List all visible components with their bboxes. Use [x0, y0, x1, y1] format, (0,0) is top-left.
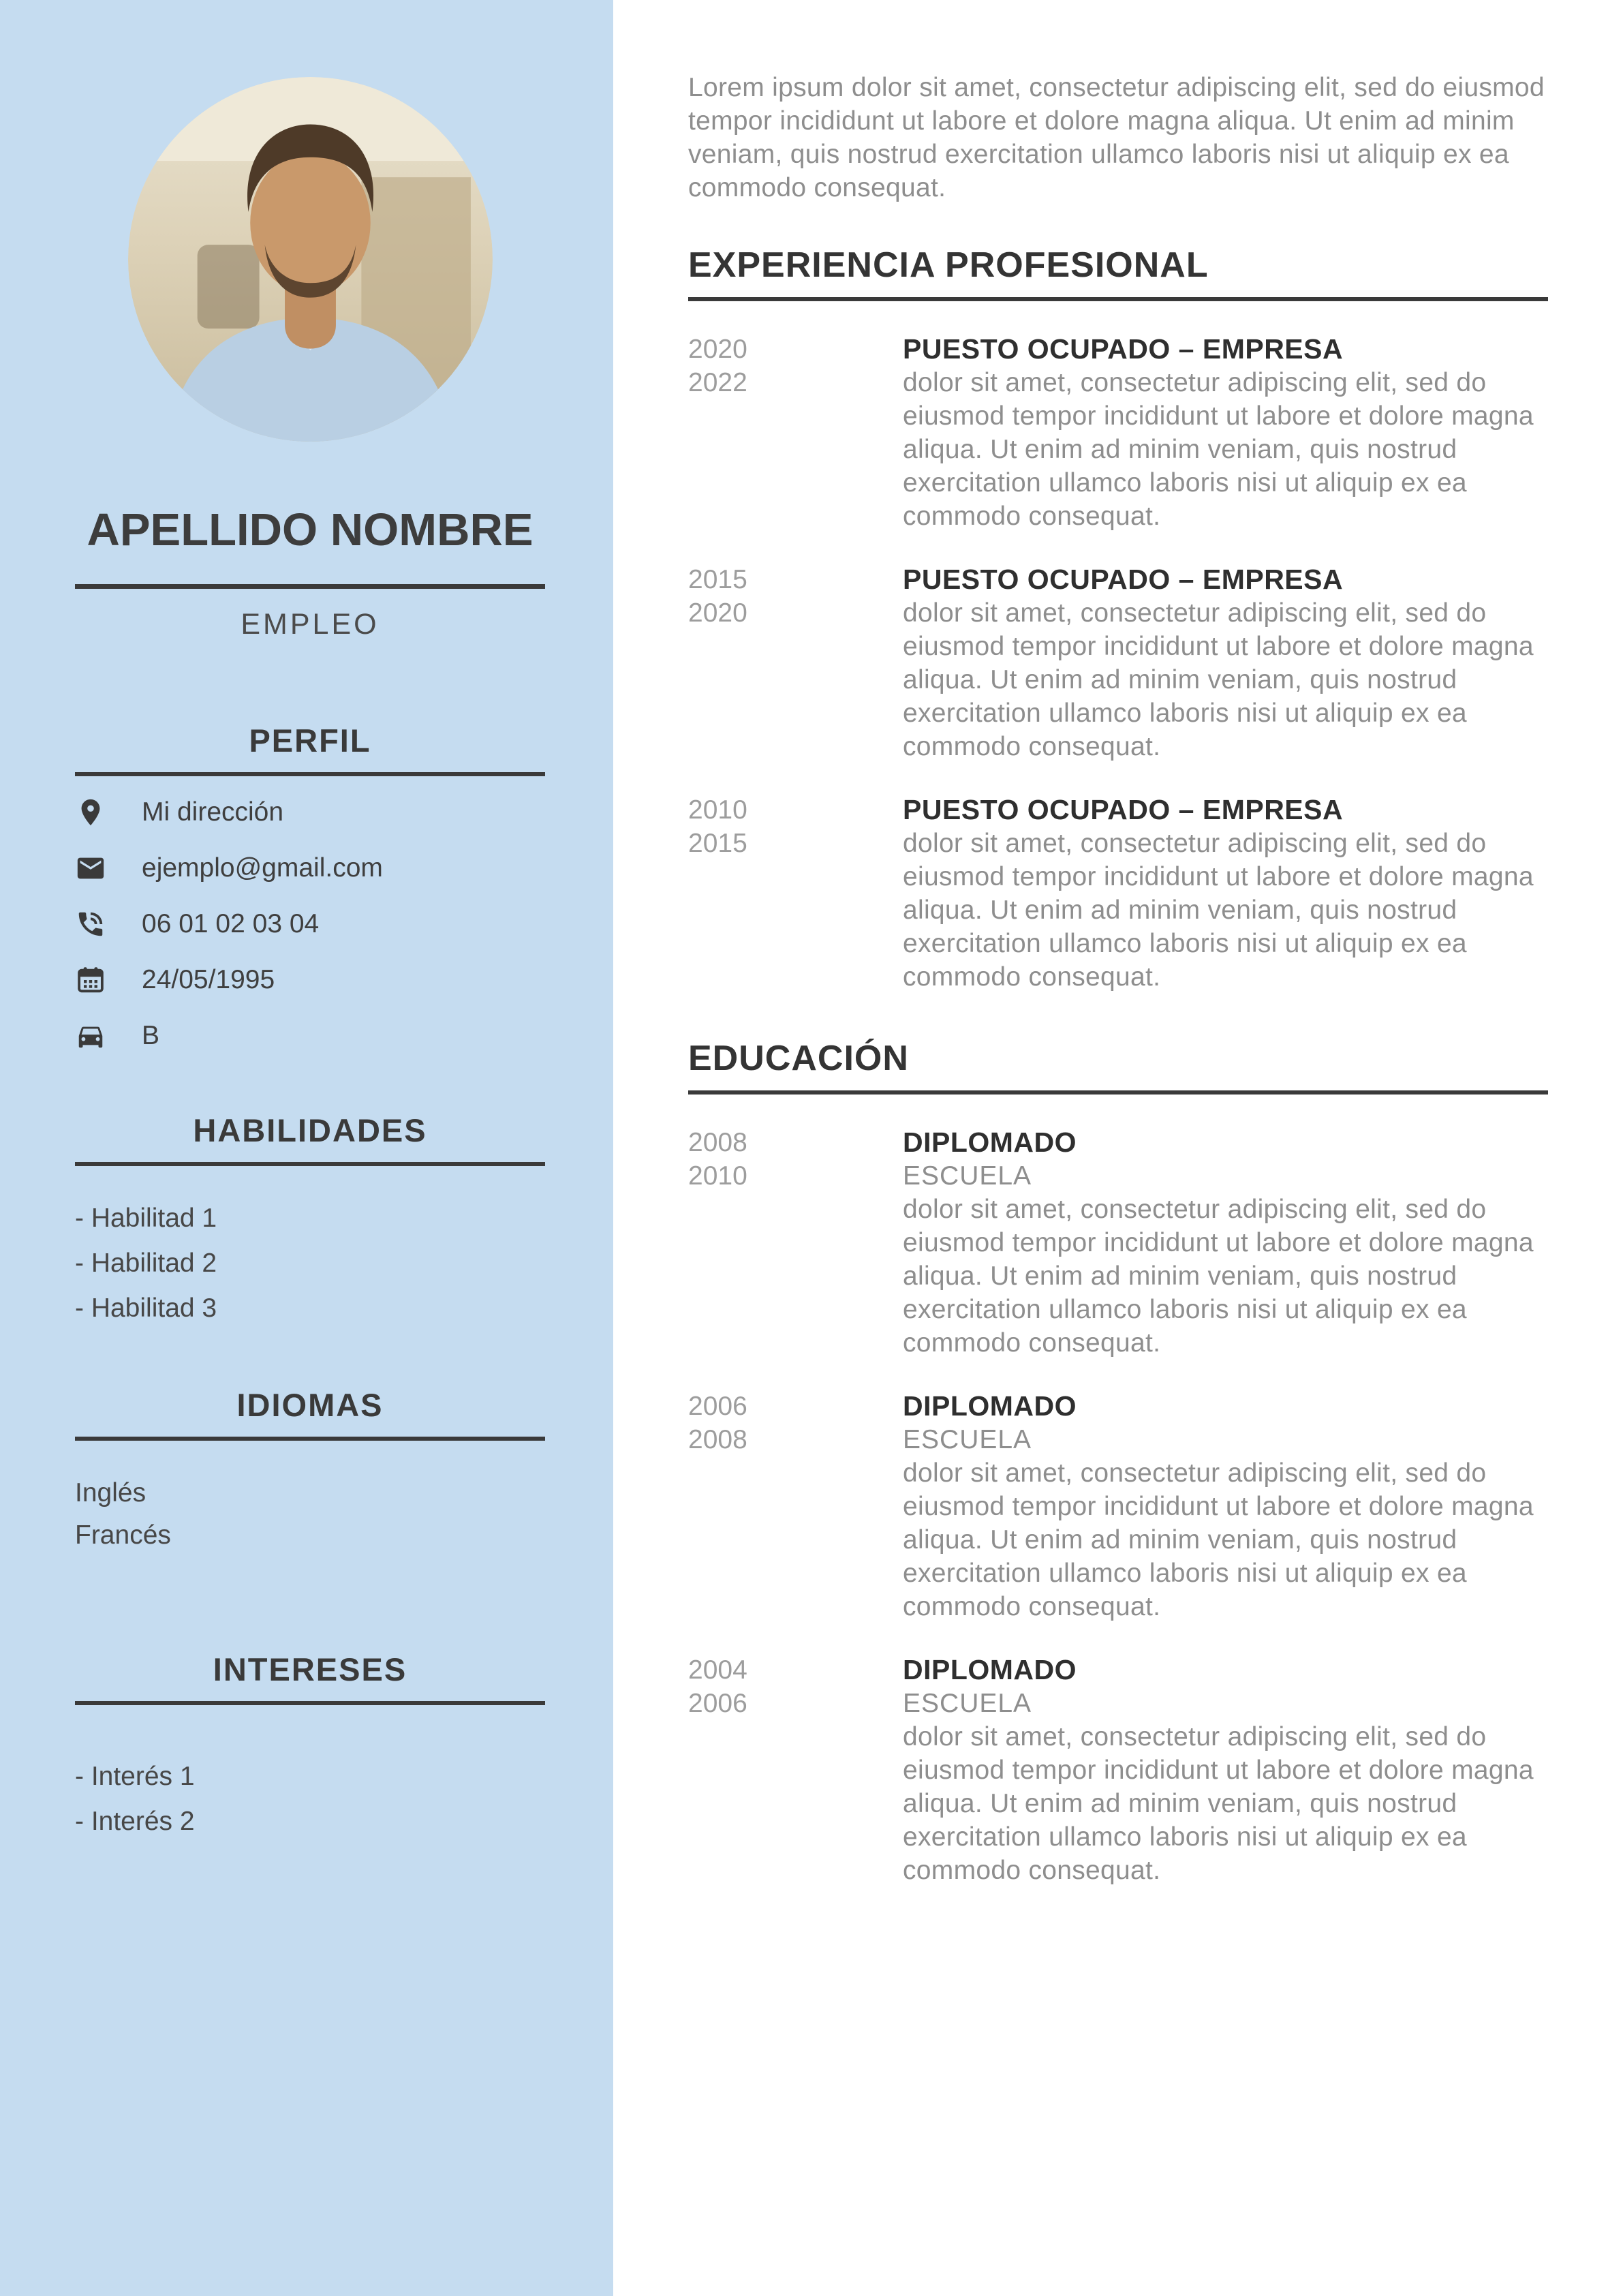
entry-body [903, 1653, 1560, 1887]
education-divider [688, 1090, 1548, 1095]
entry-year-end: 2010 [688, 1161, 747, 1191]
entry-body [903, 1390, 1560, 1623]
sidebar [0, 0, 613, 2296]
interests-heading: INTERESES [213, 1651, 407, 1687]
name-divider [75, 584, 545, 589]
entry-school: ESCUELA [903, 1425, 1032, 1454]
entry-year-end: 2006 [688, 1689, 747, 1718]
contact-item-phone [75, 908, 545, 940]
profile-photo [128, 77, 493, 442]
entry-year-start: 2015 [688, 565, 747, 594]
entry-title: DIPLOMADO [903, 1654, 1077, 1685]
car-icon [75, 1020, 106, 1052]
education-entry [688, 1390, 1560, 1623]
entry-body [903, 793, 1560, 994]
candidate-name: APELLIDO NOMBRE [87, 504, 534, 555]
education-section [688, 1126, 1560, 1887]
entry-description: dolor sit amet, consectetur adipiscing elit, sed do eiusmod tempor incididunt ut labore et dolore magna aliqua. Ut enim ad minim veniam, quis nostrud exercitation ullamco laboris nisi ut aliquip ex ea commodo consequat. [903, 598, 1534, 761]
skill-item: - Habilitad 2 [75, 1249, 217, 1278]
entry-year-start: 2008 [688, 1128, 747, 1157]
skill-item: - Habilitad 1 [75, 1204, 217, 1233]
calendar-icon [75, 964, 106, 996]
entry-year-end: 2008 [688, 1425, 747, 1454]
entry-years [688, 793, 903, 994]
entry-title: PUESTO OCUPADO – EMPRESA [903, 564, 1344, 595]
experience-heading: EXPERIENCIA PROFESIONAL [688, 245, 1209, 285]
interests-list [75, 1754, 545, 1844]
contact-item-driving-license [75, 1020, 545, 1052]
entry-body [903, 1126, 1560, 1360]
contact-birthdate-text: 24/05/1995 [142, 965, 275, 994]
entry-description: dolor sit amet, consectetur adipiscing elit, sed do eiusmod tempor incididunt ut labore et dolore magna aliqua. Ut enim ad minim veniam, quis nostrud exercitation ullamco laboris nisi ut aliquip ex ea commodo consequat. [903, 829, 1534, 992]
language-item: Francés [75, 1520, 171, 1550]
entry-year-start: 2010 [688, 795, 747, 825]
interest-item: - Interés 2 [75, 1807, 195, 1836]
entry-title: DIPLOMADO [903, 1390, 1077, 1422]
profile-divider [75, 772, 545, 776]
entry-year-end: 2015 [688, 829, 747, 858]
entry-year-end: 2022 [688, 368, 747, 397]
experience-entry [688, 793, 1560, 994]
entry-years [688, 1126, 903, 1360]
experience-divider [688, 297, 1548, 301]
profile-heading: PERFIL [249, 722, 371, 759]
entry-description: dolor sit amet, consectetur adipiscing elit, sed do eiusmod tempor incididunt ut labore et dolore magna aliqua. Ut enim ad minim veniam, quis nostrud exercitation ullamco laboris nisi ut aliquip ex ea commodo consequat. [903, 1195, 1534, 1358]
entry-body [903, 563, 1560, 763]
profile-photo-illustration [128, 77, 493, 442]
location-pin-icon [75, 797, 106, 828]
languages-divider [75, 1437, 545, 1441]
skills-divider [75, 1162, 545, 1166]
language-item: Inglés [75, 1478, 146, 1507]
contact-item-birthdate [75, 964, 545, 996]
contact-item-address [75, 797, 545, 828]
entry-title: PUESTO OCUPADO – EMPRESA [903, 333, 1344, 365]
entry-years [688, 1653, 903, 1887]
entry-year-start: 2020 [688, 335, 747, 364]
experience-entry [688, 333, 1560, 533]
entry-year-start: 2006 [688, 1392, 747, 1421]
entry-school: ESCUELA [903, 1689, 1032, 1718]
skill-item: - Habilitad 3 [75, 1294, 217, 1323]
education-entry [688, 1126, 1560, 1360]
education-heading: EDUCACIÓN [688, 1039, 909, 1078]
experience-entry [688, 563, 1560, 763]
entry-school: ESCUELA [903, 1161, 1032, 1191]
experience-section [688, 333, 1560, 994]
entry-description: dolor sit amet, consectetur adipiscing elit, sed do eiusmod tempor incididunt ut labore et dolore magna aliqua. Ut enim ad minim veniam, quis nostrud exercitation ullamco laboris nisi ut aliquip ex ea commodo consequat. [903, 1458, 1534, 1621]
contact-address-text: Mi dirección [142, 797, 284, 827]
contact-license-text: B [142, 1021, 160, 1050]
languages-list [75, 1472, 545, 1557]
entry-title: PUESTO OCUPADO – EMPRESA [903, 794, 1344, 825]
education-entry [688, 1653, 1560, 1887]
contact-item-email [75, 853, 545, 884]
languages-heading: IDIOMAS [236, 1387, 384, 1423]
main-content [613, 0, 1623, 2296]
phone-icon [75, 908, 106, 940]
entry-years [688, 1390, 903, 1623]
envelope-icon [75, 853, 106, 884]
contact-phone-text: 06 01 02 03 04 [142, 909, 320, 938]
entry-description: dolor sit amet, consectetur adipiscing elit, sed do eiusmod tempor incididunt ut labore et dolore magna aliqua. Ut enim ad minim veniam, quis nostrud exercitation ullamco laboris nisi ut aliquip ex ea commodo consequat. [903, 368, 1534, 531]
entry-year-start: 2004 [688, 1655, 747, 1685]
entry-years [688, 333, 903, 533]
entry-year-end: 2020 [688, 598, 747, 628]
interest-item: - Interés 1 [75, 1762, 195, 1791]
entry-description: dolor sit amet, consectetur adipiscing elit, sed do eiusmod tempor incididunt ut labore et dolore magna aliqua. Ut enim ad minim veniam, quis nostrud exercitation ullamco laboris nisi ut aliquip ex ea commodo consequat. [903, 1722, 1534, 1885]
job-title: EMPLEO [241, 608, 380, 641]
contact-email-text: ejemplo@gmail.com [142, 853, 383, 883]
entry-body [903, 333, 1560, 533]
entry-years [688, 563, 903, 763]
entry-title: DIPLOMADO [903, 1127, 1077, 1158]
intro-paragraph: Lorem ipsum dolor sit amet, consectetur adipiscing elit, sed do eiusmod tempor incididunt ut labore et dolore magna aliqua. Ut enim ad minim veniam, quis nostrud exercitation ullamco laboris nisi ut aliquip ex ea commodo consequat. [688, 73, 1545, 202]
interests-divider [75, 1701, 545, 1705]
skills-heading: HABILIDADES [193, 1112, 427, 1148]
contact-list [75, 797, 545, 1052]
skills-list [75, 1196, 545, 1331]
